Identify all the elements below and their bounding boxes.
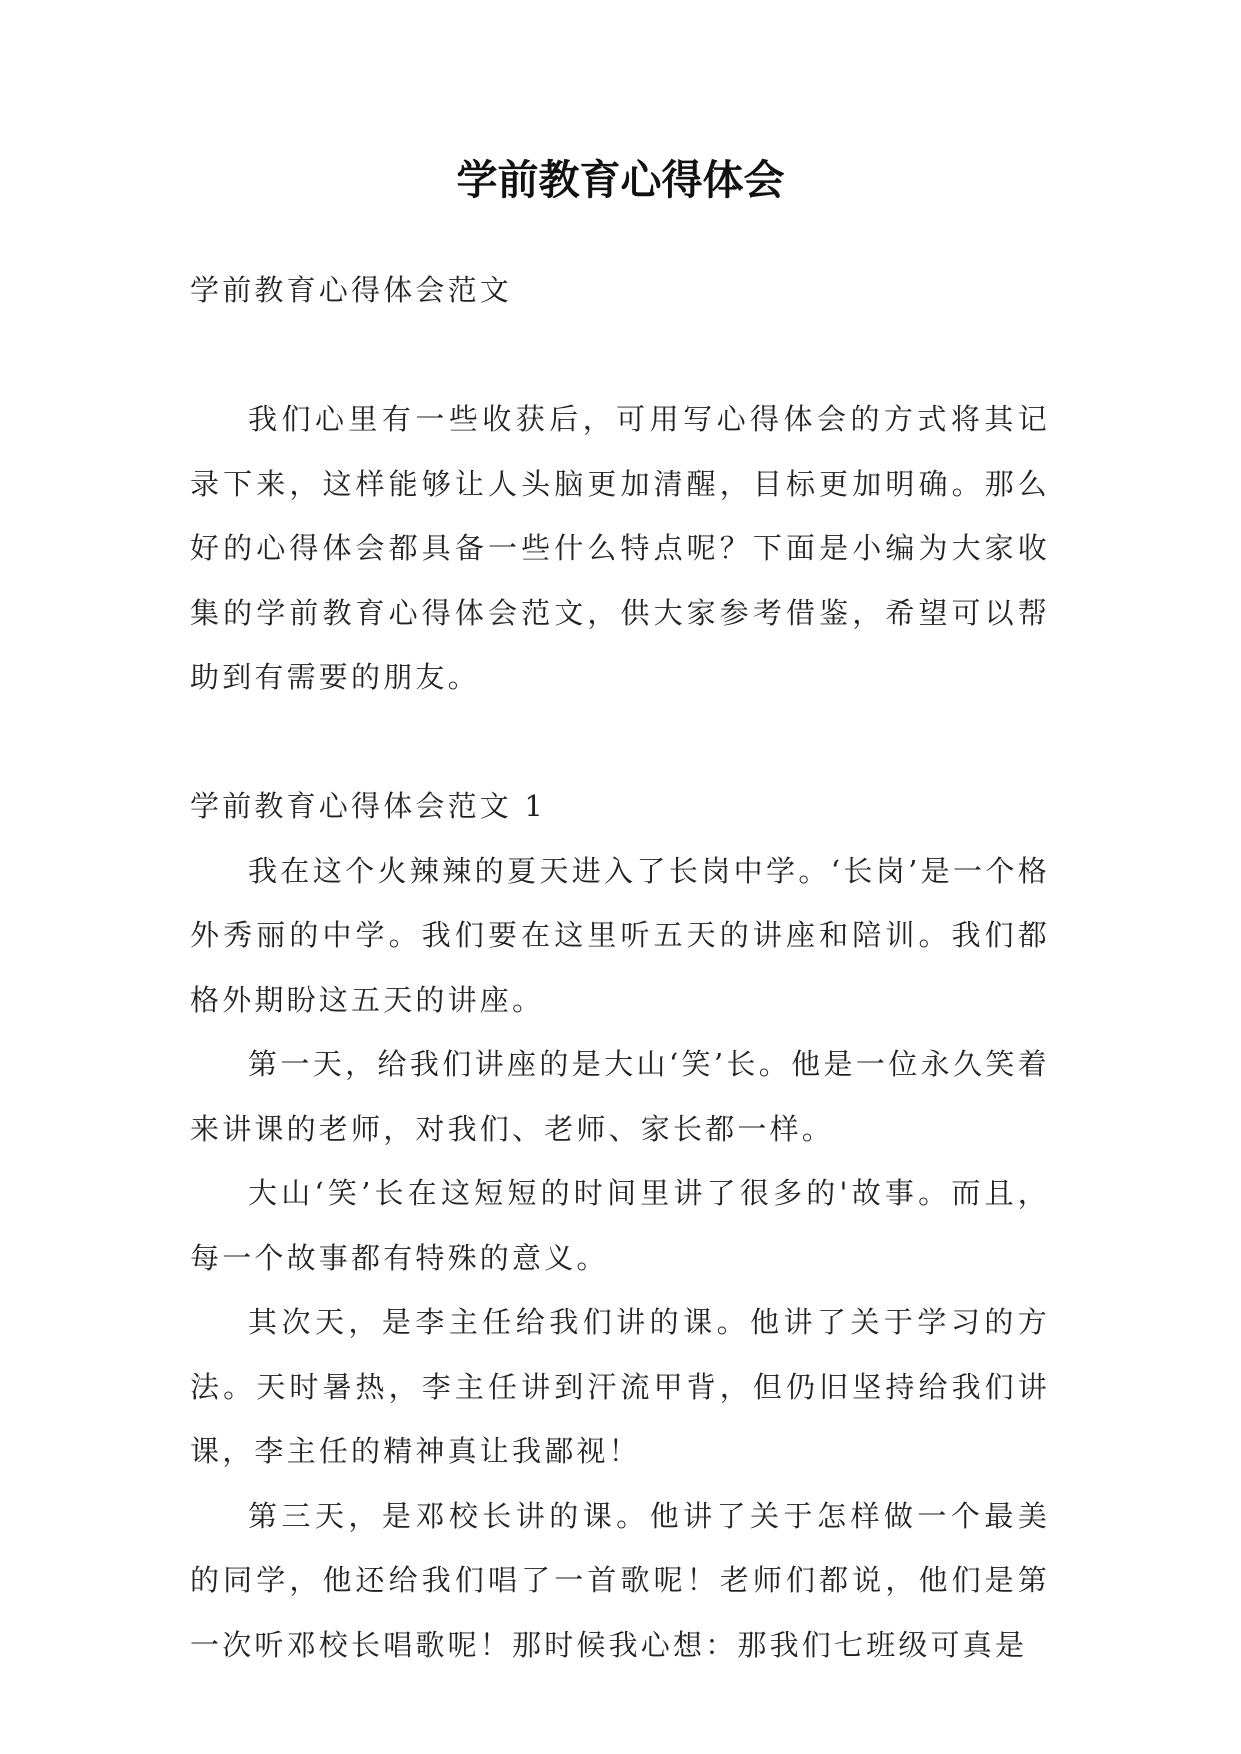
body-paragraph: 第三天，是邓校长讲的课。他讲了关于怎样做一个最美的同学，他还给我们唱了一首歌呢！老师们都说，他们是第一次听邓校长唱歌呢！那时候我心想：那我们七班级可真是	[190, 1498, 1050, 1662]
section-heading: 学前教育心得体会范文 1	[190, 789, 547, 823]
document-title: 学前教育心得体会	[456, 156, 785, 204]
body-paragraph: 其次天，是李主任给我们讲的课。他讲了关于学习的方法。天时暑热，李主任讲到汗流甲背，但仍旧坚持给我们讲课，李主任的精神真让我鄙视！	[190, 1305, 1050, 1468]
document-subtitle: 学前教育心得体会范文	[190, 273, 513, 307]
intro-paragraph: 我们心里有一些收获后，可用写心得体会的方式将其记录下来，这样能够让人头脑更加清醒，目标更加明确。那么好的心得体会都具备一些什么特点呢？下面是小编为大家收集的学前教育心得体会范文，供大家参考借鉴，希望可以帮助到有需要的朋友。	[190, 402, 1050, 694]
body-paragraph: 我在这个火辣辣的夏天进入了长岗中学。‘长岗’是一个格外秀丽的中学。我们要在这里听五天的讲座和陪训。我们都格外期盼这五天的讲座。	[190, 853, 1050, 1017]
body-paragraph: 大山‘笑’长在这短短的时间里讲了很多的'故事。而且，每一个故事都有特殊的意义。	[190, 1176, 1050, 1275]
paragraph-spacer	[190, 323, 1050, 388]
body-paragraph: 第一天，给我们讲座的是大山‘笑’长。他是一位永久笑着来讲课的老师，对我们、老师、家长都一样。	[190, 1047, 1050, 1146]
document-body	[190, 258, 1050, 1677]
paragraph-spacer	[190, 710, 1050, 775]
